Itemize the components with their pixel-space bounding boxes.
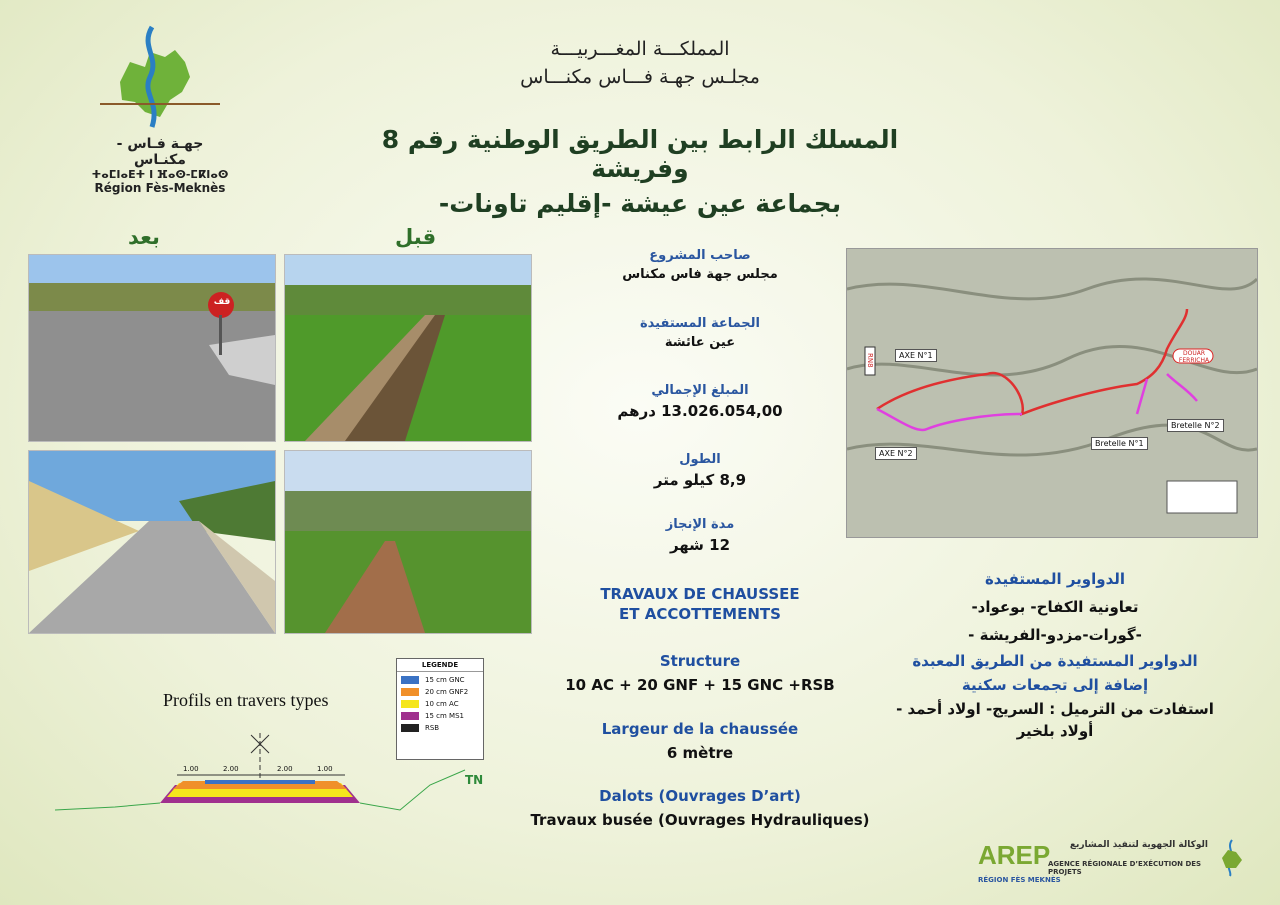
legend-row: RSB xyxy=(401,724,479,732)
legend-title: LEGENDE xyxy=(397,659,483,672)
kingdom-title: المملكـــة المغـــربيـــة xyxy=(550,38,730,60)
arep-sub: RÉGION FÈS MEKNÈS xyxy=(978,876,1061,884)
works-title-line1: TRAVAUX DE CHAUSSEE xyxy=(600,585,800,603)
route-map xyxy=(846,248,1258,538)
dim-2: 2.00 xyxy=(223,765,239,773)
cross-section-drawing xyxy=(55,725,485,835)
arep-brand: AREP xyxy=(978,840,1051,870)
owner-label: صاحب المشروع xyxy=(649,248,751,263)
region-map-icon xyxy=(90,22,230,132)
beneficiaries-line4: أولاد بلخير xyxy=(1016,722,1094,740)
project-title-line1: المسلك الرابط بين الطريق الوطنية رقم 8 وفريشة xyxy=(381,125,899,183)
project-title-line2: بجماعة عين عيشة -إقليم تاونات- xyxy=(438,189,842,218)
map-label-bretelle1: Bretelle N°1 xyxy=(1091,437,1148,450)
width-value: 6 mètre xyxy=(666,744,734,762)
length-value: 8,9 كيلو متر xyxy=(653,471,747,489)
map-label-axe2: AXE N°2 xyxy=(875,447,917,460)
legend-row: 15 cm GNC xyxy=(401,676,479,684)
photo-after-2 xyxy=(28,450,276,634)
arep-tree-icon xyxy=(1218,838,1246,878)
width-label: Largeur de la chaussée xyxy=(601,720,799,738)
logo-french: Région Fès-Meknès xyxy=(94,181,226,195)
council-title: مجلـس جهـة فـــاس مكنـــاس xyxy=(520,66,760,88)
duration-label: مدة الإنجاز xyxy=(665,517,735,532)
legend-row: 20 cm GNF2 xyxy=(401,688,479,696)
dim-1: 1.00 xyxy=(183,765,199,773)
region-logo xyxy=(90,22,230,195)
structure-value: 10 AC + 20 GNF + 15 GNC +RSB xyxy=(565,676,835,694)
beneficiaries-title2: الدواوير المستفيدة من الطريق المعبدة xyxy=(912,652,1198,670)
map-label-axe1: AXE N°1 xyxy=(895,349,937,362)
photo-after-1 xyxy=(28,254,276,442)
beneficiaries-title: الدواوير المستفيدة xyxy=(984,570,1126,588)
dalots-value: Travaux busée (Ouvrages Hydrauliques) xyxy=(530,811,870,829)
map-label-bretelle2: Bretelle N°2 xyxy=(1167,419,1224,432)
tn-label: TN xyxy=(465,773,484,787)
beneficiaries-title3: إضافة إلى تجمعات سكنية xyxy=(961,676,1149,694)
dim-3: 2.00 xyxy=(277,765,293,773)
map-label-rn8: RN8 xyxy=(866,353,874,368)
logo-arabic: جهـة فـاس - مكنـاس xyxy=(116,136,204,168)
dim-4: 1.00 xyxy=(317,765,333,773)
structure-label: Structure xyxy=(659,652,741,670)
works-title-line2: ET ACCOTTEMENTS xyxy=(619,605,781,623)
after-label: بعد xyxy=(128,225,160,249)
beneficiaries-line3: استفادت من الترميل : السريج- اولاد أحمد - xyxy=(896,700,1214,718)
arep-logo xyxy=(978,838,1248,888)
arep-french: AGENCE RÉGIONALE D’EXÉCUTION DES PROJETS xyxy=(1048,860,1202,876)
duration-value: 12 شهر xyxy=(669,536,731,554)
commune-label: الجماعة المستفيدة xyxy=(639,316,761,331)
map-label-douar: DOUAR FERRICHA xyxy=(1178,350,1210,364)
legend-row: 15 cm MS1 xyxy=(401,712,479,720)
profile-title: Profils en travers types xyxy=(163,690,329,710)
length-label: الطول xyxy=(679,452,721,467)
amount-value: 13.026.054,00 درهم xyxy=(617,402,783,420)
before-label: قبل xyxy=(395,225,437,249)
arep-arabic: الوكالة الجهوية لتنفيذ المشاريع xyxy=(1069,840,1208,850)
photo-before-1 xyxy=(284,254,532,442)
logo-tifinagh: ⵜⴰⵎⵏⴰⴹⵜ ⵏ ⴼⴰⵙ-ⵎⴽⵏⴰⵙ xyxy=(91,168,229,181)
photo-before-2 xyxy=(284,450,532,634)
beneficiaries-line2: -گورات-مزدو-الفريشة - xyxy=(968,626,1142,644)
owner-value: مجلس جهة فاس مكناس xyxy=(622,267,778,282)
legend-row: 10 cm AC xyxy=(401,700,479,708)
amount-label: المبلغ الإجمالي xyxy=(651,383,749,398)
stop-sign-text: قف xyxy=(213,297,231,307)
dalots-label: Dalots (Ouvrages D’art) xyxy=(599,787,801,805)
beneficiaries-line1: تعاونية الكفاح- بوعواد- xyxy=(971,598,1139,616)
commune-value: عين عائشة xyxy=(664,335,736,350)
